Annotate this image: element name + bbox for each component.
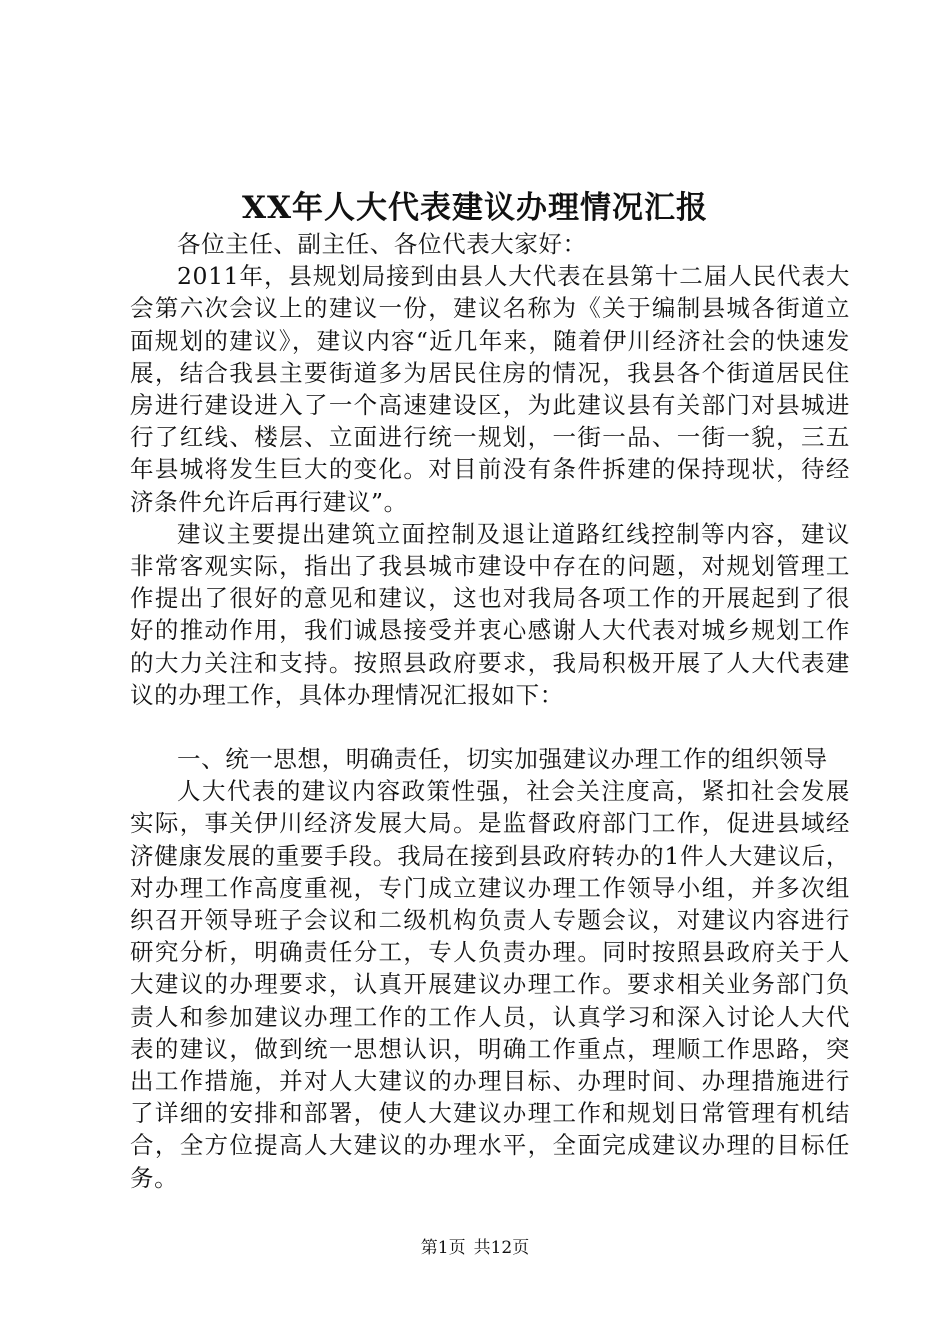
body-paragraph: 建议主要提出建筑立面控制及退让道路红线控制等内容，建议非常客观实际，指出了我县城市建设中存在的问题，对规划管理工作提出了很好的意见和建议，这也对我局各项工作的开展起到了很好的推动作用，我们诚恳接受并衷心感谢人大代表对城乡规划工作的大力关注和支持。按照县政府要求，我局积极开展了人大代表建议的办理工作，具体办理情况汇报如下： xyxy=(130,519,850,709)
body-paragraph: 人大代表的建议内容政策性强，社会关注度高，紧扣社会发展实际，事关伊川经济发展大局。是监督政府部门工作，促进县域经济健康发展的重要手段。我局在接到县政府转办的1件人大建议后，对办理工作高度重视，专门成立建议办理工作领导小组，并多次组织召开领导班子会议和二级机构负责人专题会议，对建议内容进行研究分析，明确责任分工，专人负责办理。同时按照县政府关于人大建议的办理要求，认真开展建议办理工作。要求相关业务部门负责人和参加建议办理工作的工作人员，认真学习和深入讨论人大代表的建议，做到统一思想认识，明确工作重点，理顺工作思路，突出工作措施，并对人大建议的办理目标、办理时间、办理措施进行了详细的安排和部署，使人大建议办理工作和规划日常管理有机结合，全方位提高人大建议的办理水平，全面完成建议办理的目标任务。 xyxy=(130,777,850,1192)
body-paragraph: 2011年，县规划局接到由县人大代表在县第十二届人民代表大会第六次会议上的建议一份，建议名称为《关于编制县城各街道立面规划的建议》，建议内容“近几年来，随着伊川经济社会的快速发展，结合我县主要街道多为居民住房的情况，我县各个街道居民住房进行建设进入了一个高速建设区，为此建议县有关部门对县城进行了红线、楼层、立面进行统一规划，一街一品、一街一貌，三五年县城将发生巨大的变化。对目前没有条件拆建的保持现状，待经济条件允许后再行建议”。 xyxy=(130,262,850,516)
page-number: 第1页 xyxy=(420,1238,466,1258)
section-heading: 一、统一思想，明确责任，切实加强建议办理工作的组织领导 xyxy=(177,745,828,774)
document-title: XX年人大代表建议办理情况汇报 xyxy=(241,190,709,226)
document-body xyxy=(130,228,850,1194)
salutation-paragraph: 各位主任、副主任、各位代表大家好： xyxy=(177,230,587,258)
page-total: 共12页 xyxy=(473,1238,530,1258)
page-footer xyxy=(0,1236,950,1260)
